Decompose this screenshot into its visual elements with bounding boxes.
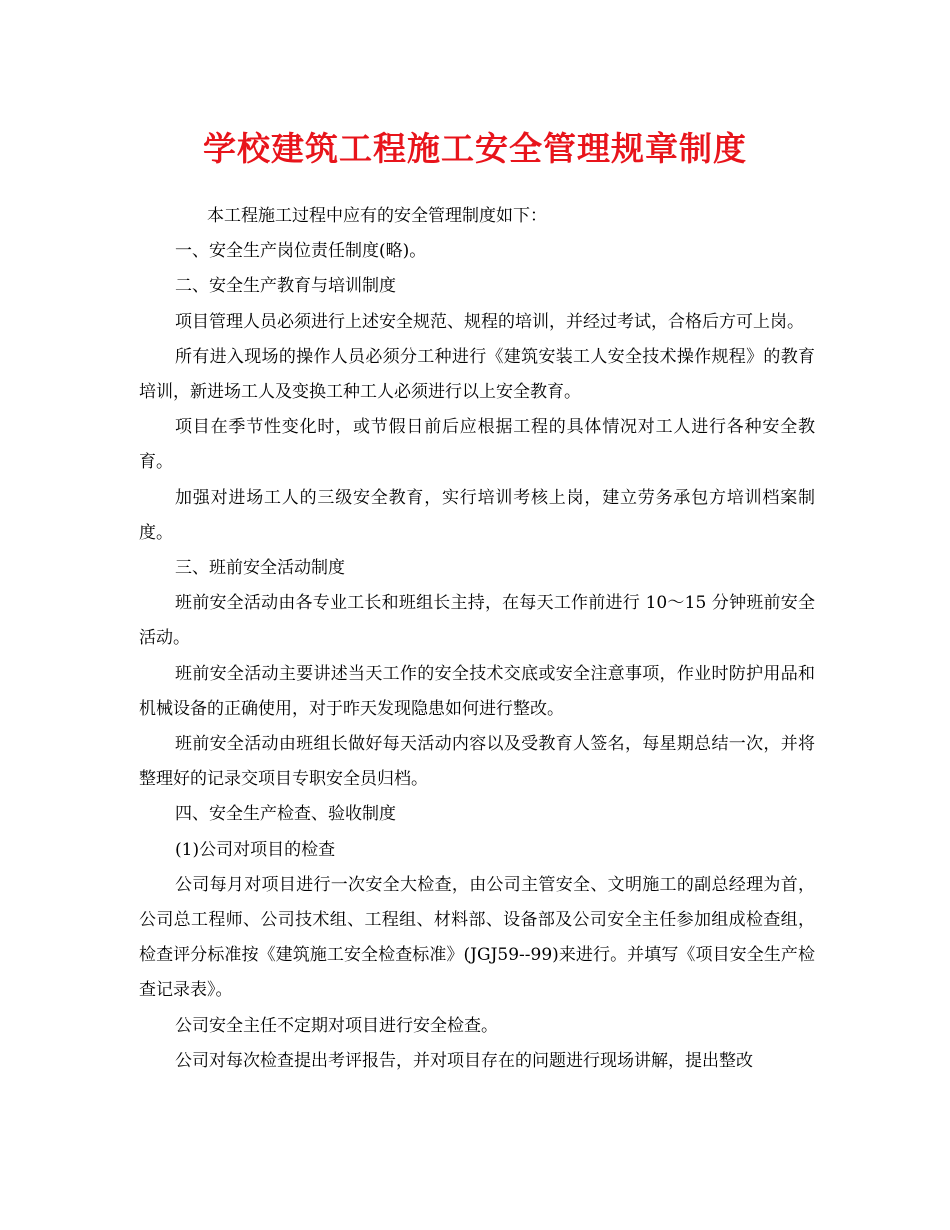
paragraph: 公司对每次检查提出考评报告，并对项目存在的问题进行现场讲解，提出整改 [175,1050,753,1071]
paragraph: 班前安全活动由班组长做好每天活动内容以及受教育人签名，每星期总结一次，并将整理好的记录交项目专职安全员归档。 [139,734,815,790]
paragraph: 项目在季节性变化时，或节假日前后应根据工程的具体情况对工人进行各种安全教育。 [139,417,815,473]
paragraph: 公司每月对项目进行一次安全大检查，由公司主管安全、文明施工的副总经理为首，公司总工程师、公司技术组、工程组、材料部、设备部及公司安全主任参加组成检查组，检查评分标准按《建筑施工安全检查标准》(JGJ59--99)来进行。并填写《项目安全生产检查记录表》。 [139,874,815,1001]
paragraph: 项目管理人员必须进行上述安全规范、规程的培训，并经过考试，合格后方可上岗。 [175,311,804,332]
paragraph: 加强对进场工人的三级安全教育，实行培训考核上岗，建立劳务承包方培训档案制度。 [139,487,815,543]
section-heading-1: 一、安全生产岗位责任制度(略)。 [175,241,427,262]
document-title: 学校建筑工程施工安全管理规章制度 [203,129,747,168]
section-heading-3: 三、班前安全活动制度 [175,558,345,579]
paragraph-intro: 本工程施工过程中应有的安全管理制度如下： [207,206,547,226]
section-heading-2: 二、安全生产教育与培训制度 [175,276,396,297]
paragraph: 班前安全活动由各专业工长和班组长主持，在每天工作前进行 10～15 分钟班前安全活动。 [139,593,815,649]
subsection-heading: (1)公司对项目的检查 [175,839,336,860]
paragraph: 所有进入现场的操作人员必须分工种进行《建筑安装工人安全技术操作规程》的教育培训，新进场工人及变换工种工人必须进行以上安全教育。 [139,346,815,403]
section-heading-4: 四、安全生产检查、验收制度 [175,804,396,825]
document-body [139,199,815,1079]
paragraph: 公司安全主任不定期对项目进行安全检查。 [175,1015,498,1036]
paragraph: 班前安全活动主要讲述当天工作的安全技术交底或安全注意事项，作业时防护用品和机械设备的正确使用，对于昨天发现隐患如何进行整改。 [139,663,815,719]
